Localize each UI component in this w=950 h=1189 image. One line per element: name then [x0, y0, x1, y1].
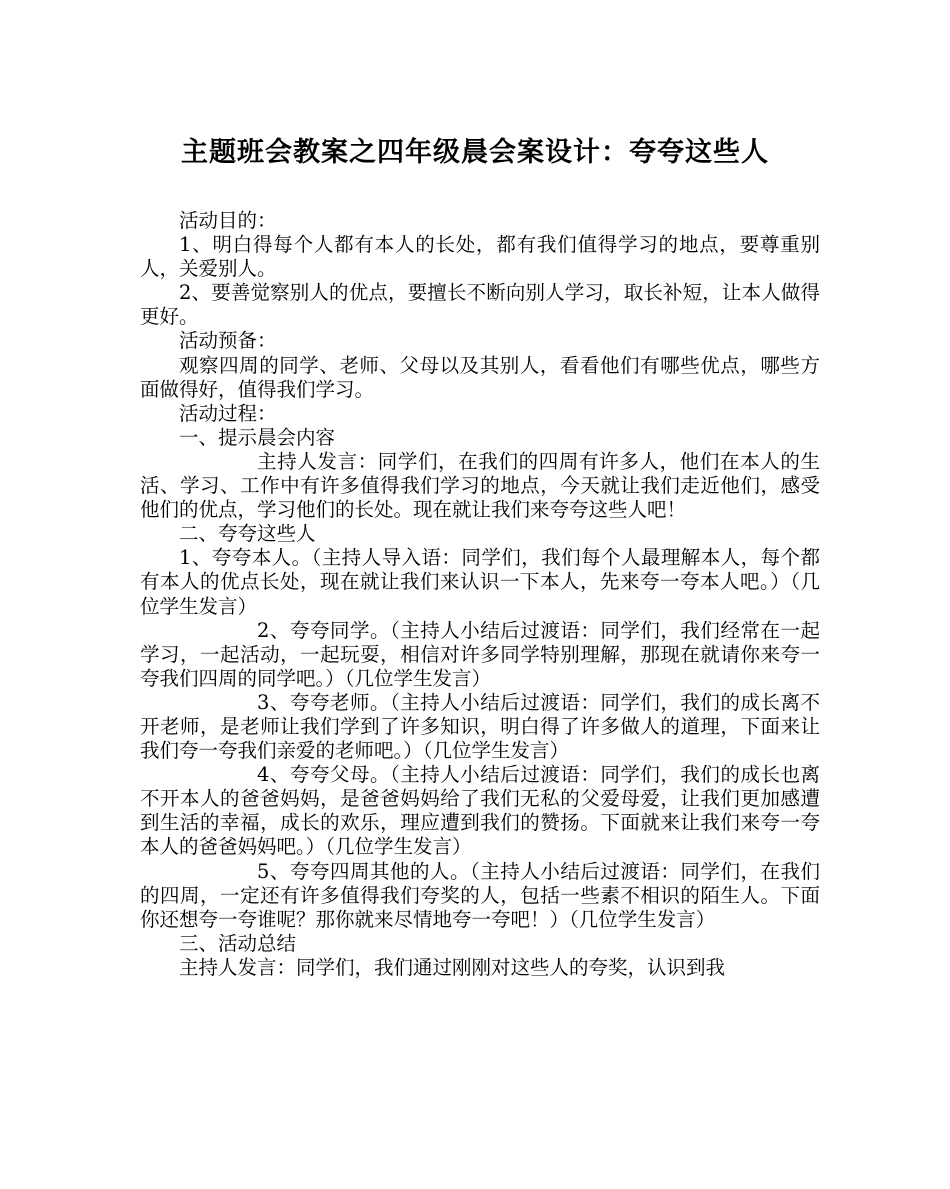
- host-speech-summary: 主持人发言：同学们，我们通过刚刚对这些人的夸奖，认识到我: [179, 955, 726, 979]
- purpose-item-1: 1、明白得每个人都有本人的长处，都有我们值得学习的地点，要尊重别人，关爱别人。: [140, 233, 820, 281]
- praise-parents: 4、夸夸父母。（主持人小结后过渡语：同学们，我们的成长也离不开本人的爸爸妈妈，是爸爸妈妈给了我们无私的父爱母爱，让我们更加感遭到生活的幸福，成长的欢乐，理应遭到我们的赞扬。下面就来让我们来夸一夸本人的爸爸妈妈吧。）（几位学生发言）: [140, 763, 820, 859]
- section-heading-process: 活动过程：: [179, 401, 277, 425]
- praise-others: 5、夸夸四周其他的人。（主持人小结后过渡语：同学们，在我们的四周，一定还有许多值得我们夸奖的人，包括一些素不相识的陌生人。下面你还想夸一夸谁呢？那你就来尽情地夸一夸吧！）（几位学生发言）: [140, 859, 820, 931]
- purpose-item-2: 2、要善觉察别人的优点，要擅长不断向别人学习，取长补短，让本人做得更好。: [140, 281, 820, 329]
- process-step-1-heading: 一、提示晨会内容: [179, 425, 336, 449]
- section-heading-preparation: 活动预备：: [179, 329, 277, 353]
- process-step-3-heading: 三、活动总结: [179, 931, 297, 955]
- host-speech-intro: 主持人发言：同学们，在我们的四周有许多人，他们在本人的生活、学习、工作中有许多值得我们学习的地点，今天就让我们走近他们，感受他们的优点，学习他们的长处。现在就让我们来夸夸这些人吧！: [140, 449, 820, 522]
- praise-teachers: 3、夸夸老师。（主持人小结后过渡语：同学们，我们的成长离不开老师，是老师让我们学到了许多知识，明白得了许多做人的道理，下面来让我们夸一夸我们亲爱的老师吧。）（几位学生发言）: [140, 690, 820, 763]
- document-body: [140, 209, 820, 980]
- preparation-text: 观察四周的同学、老师、父母以及其别人，看看他们有哪些优点，哪些方面做得好，值得我们学习。: [140, 353, 820, 401]
- document-title: 主题班会教案之四年级晨会案设计：夸夸这些人: [181, 137, 769, 168]
- process-step-2-heading: 二、夸夸这些人: [179, 522, 316, 546]
- praise-self: 1、夸夸本人。（主持人导入语：同学们，我们每个人最理解本人，每个都有本人的优点长处，现在就让我们来认识一下本人，先来夸一夸本人吧。）（几位学生发言）: [140, 546, 820, 618]
- praise-classmates: 2、夸夸同学。（主持人小结后过渡语：同学们，我们经常在一起学习，一起活动，一起玩耍，相信对许多同学特别理解，那现在就请你来夸一夸我们四周的同学吧。）（几位学生发言）: [140, 618, 820, 690]
- section-heading-purpose: 活动目的：: [179, 209, 277, 232]
